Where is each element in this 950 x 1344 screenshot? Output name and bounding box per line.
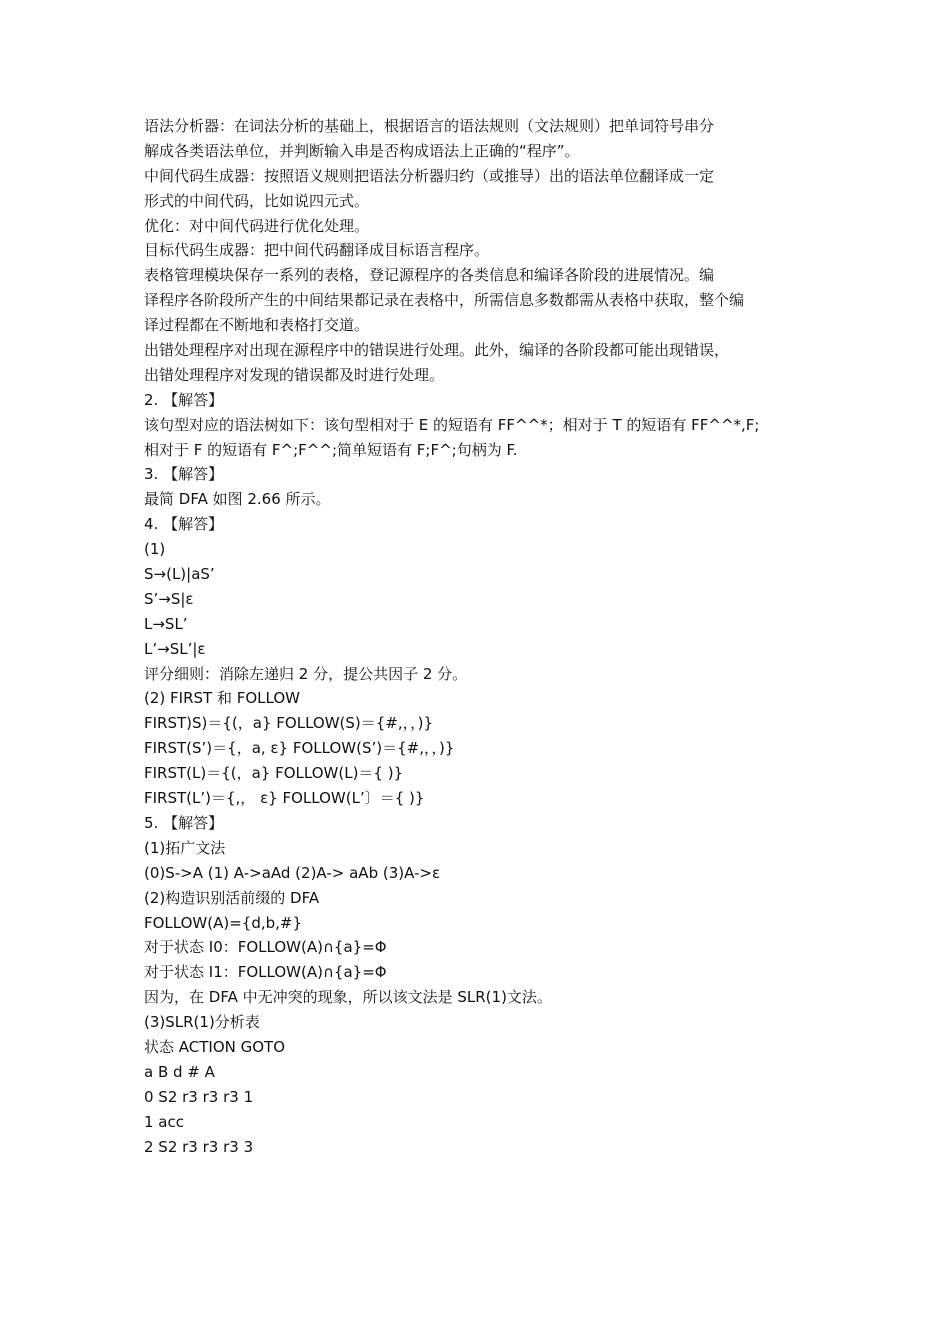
text-line: FOLLOW(A)={d,b,#} bbox=[144, 913, 303, 932]
text-line: 译过程都在不断地和表格打交道。 bbox=[144, 316, 370, 335]
text-line: FIRST)S)＝{(，a} FOLLOW(S)＝{#,，，)} bbox=[144, 714, 434, 733]
text-line: 相对于 F 的短语有 F^;F^^;简单短语有 F;F^;句柄为 F. bbox=[144, 440, 518, 459]
text-line: 4. 【解答】 bbox=[144, 515, 224, 534]
text-line: 译程序各阶段所产生的中间结果都记录在表格中，所需信息多数都需从表格中获取，整个编 bbox=[144, 291, 745, 310]
text-line: 该句型对应的语法树如下：该句型相对于 E 的短语有 FF^^*；相对于 T 的短语有 FF^^*,F; bbox=[144, 415, 760, 434]
text-line: 中间代码生成器：按照语义规则把语法分析器归约（或推导）出的语法单位翻译成一定 bbox=[144, 166, 715, 185]
text-line: (2)构造识别活前缀的 DFA bbox=[144, 888, 320, 907]
text-line: S→(L)|aS’ bbox=[144, 565, 215, 584]
text-line: L→SL’ bbox=[144, 614, 188, 633]
text-line: (0)S->A (1) A->aAd (2)A-> aAb (3)A->ε bbox=[144, 863, 441, 882]
text-line: (3)SLR(1)分析表 bbox=[144, 1013, 260, 1032]
text-line: 对于状态 I0：FOLLOW(A)∩{a}=Φ bbox=[144, 938, 387, 957]
text-line: 状态 ACTION GOTO bbox=[144, 1037, 286, 1056]
text-line: 语法分析器：在词法分析的基础上，根据语言的语法规则（文法规则）把单词符号串分 bbox=[144, 117, 715, 135]
text-line: (1) bbox=[144, 540, 166, 559]
text-line: 0 S2 r3 r3 r3 1 bbox=[144, 1087, 254, 1106]
text-line: 3. 【解答】 bbox=[144, 465, 224, 484]
text-line: 出错处理程序对发现的错误都及时进行处理。 bbox=[144, 365, 445, 384]
text-line: a B d # A bbox=[144, 1062, 215, 1081]
text-line: 出错处理程序对出现在源程序中的错误进行处理。此外，编译的各阶段都可能出现错误， bbox=[144, 341, 730, 360]
text-line: 形式的中间代码，比如说四元式。 bbox=[144, 191, 370, 210]
text-line: 目标代码生成器：把中间代码翻译成目标语言程序。 bbox=[144, 241, 490, 260]
text-line: FIRST(L’)＝{,， ε} FOLLOW(L’〕＝{ )} bbox=[144, 789, 425, 808]
text-line: L’→SL’|ε bbox=[144, 639, 206, 658]
text-line: 因为，在 DFA 中无冲突的现象，所以该文法是 SLR(1)文法。 bbox=[144, 988, 552, 1007]
text-line: 优化：对中间代码进行优化处理。 bbox=[144, 216, 370, 235]
text-line: (1)拓广文法 bbox=[144, 838, 226, 857]
text-line: FIRST(L)＝{(，a} FOLLOW(L)＝{ )} bbox=[144, 764, 404, 783]
text-line: 5. 【解答】 bbox=[144, 813, 224, 832]
text-line: 2 S2 r3 r3 r3 3 bbox=[144, 1137, 254, 1156]
text-line: 评分细则：消除左递归 2 分，提公共因子 2 分。 bbox=[144, 664, 468, 683]
text-line: 表格管理模块保存一系列的表格，登记源程序的各类信息和编译各阶段的进展情况。编 bbox=[144, 266, 715, 285]
text-line: 对于状态 I1：FOLLOW(A)∩{a}=Φ bbox=[144, 963, 387, 982]
text-line: S’→S|ε bbox=[144, 589, 194, 608]
text-line: (2) FIRST 和 FOLLOW bbox=[144, 689, 300, 708]
text-line: FIRST(S’)＝{，a, ε} FOLLOW(S’)＝{#,，，)} bbox=[144, 739, 455, 758]
text-line: 最简 DFA 如图 2.66 所示。 bbox=[144, 490, 331, 509]
text-line: 解成各类语法单位，并判断输入串是否构成语法上正确的“程序”。 bbox=[144, 141, 580, 160]
text-line: 1 acc bbox=[144, 1112, 184, 1131]
document-body bbox=[144, 114, 814, 1159]
text-line: 2. 【解答】 bbox=[144, 390, 224, 409]
